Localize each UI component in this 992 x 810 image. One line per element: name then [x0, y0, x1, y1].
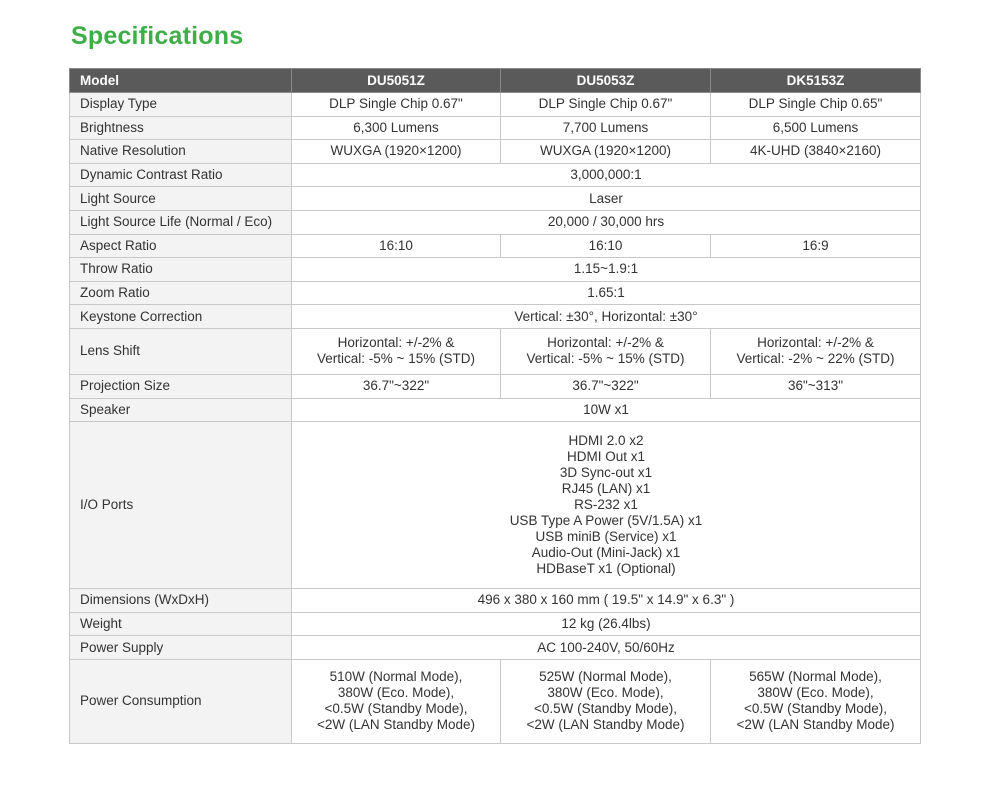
table-cell: DLP Single Chip 0.65": [711, 93, 921, 117]
table-row: [70, 234, 921, 258]
table-cell: Laser: [292, 187, 921, 211]
table-row: [70, 93, 921, 117]
cell-line: HDBaseT x1 (Optional): [536, 561, 676, 577]
cell-line: Audio-Out (Mini-Jack) x1: [531, 545, 681, 561]
table-cell: AC 100-240V, 50/60Hz: [292, 636, 921, 660]
table-cell: DLP Single Chip 0.67": [501, 93, 711, 117]
table-cell: 16:9: [711, 234, 921, 258]
table-cell: 16:10: [501, 234, 711, 258]
page-title: Specifications: [71, 22, 244, 50]
cell-line: 380W (Eco. Mode),: [547, 685, 664, 701]
table-body: [70, 93, 921, 744]
cell-line: RS-232 x1: [574, 497, 638, 513]
row-label: I/O Ports: [70, 422, 292, 589]
cell-line: <0.5W (Standby Mode),: [534, 701, 677, 717]
table-cell: 16:10: [292, 234, 501, 258]
table-cell: 36"~313": [711, 374, 921, 398]
row-label: Speaker: [70, 398, 292, 422]
row-label: Power Supply: [70, 636, 292, 660]
table-cell: 3,000,000:1: [292, 163, 921, 187]
table-row: [70, 163, 921, 187]
table-row: [70, 374, 921, 398]
row-label: Brightness: [70, 116, 292, 140]
cell-line: Vertical: -5% ~ 15% (STD): [317, 351, 475, 367]
table-row: [70, 328, 921, 374]
cell-line: 3D Sync-out x1: [559, 465, 653, 481]
table-cell: [292, 328, 501, 374]
table-cell: 12 kg (26.4lbs): [292, 612, 921, 636]
cell-line: 380W (Eco. Mode),: [757, 685, 874, 701]
table-cell: [711, 659, 921, 743]
table-row: [70, 305, 921, 329]
cell-line: <0.5W (Standby Mode),: [744, 701, 887, 717]
table-cell: [501, 328, 711, 374]
cell-line: RJ45 (LAN) x1: [561, 481, 651, 497]
cell-line: USB Type A Power (5V/1.5A) x1: [509, 513, 703, 529]
table-row: [70, 659, 921, 743]
table-row: [70, 116, 921, 140]
cell-line: HDMI 2.0 x2: [568, 433, 644, 449]
table-cell: WUXGA (1920×1200): [292, 140, 501, 164]
row-label: Lens Shift: [70, 328, 292, 374]
cell-line: 380W (Eco. Mode),: [337, 685, 455, 701]
row-label: Light Source: [70, 187, 292, 211]
cell-line: Horizontal: +/-2% &: [757, 335, 874, 351]
header-model: Model: [70, 69, 292, 93]
cell-line: 510W (Normal Mode),: [329, 669, 463, 685]
row-label: Projection Size: [70, 374, 292, 398]
cell-line: <2W (LAN Standby Mode): [526, 717, 685, 733]
header-dk5153z: DK5153Z: [711, 69, 921, 93]
row-label: Throw Ratio: [70, 258, 292, 282]
row-label: Dynamic Contrast Ratio: [70, 163, 292, 187]
row-label: Dimensions (WxDxH): [70, 589, 292, 613]
table-row: [70, 636, 921, 660]
table-cell: 7,700 Lumens: [501, 116, 711, 140]
cell-line: Vertical: -2% ~ 22% (STD): [736, 351, 895, 367]
table-cell: 1.15~1.9:1: [292, 258, 921, 282]
table-row: [70, 589, 921, 613]
table-row: [70, 140, 921, 164]
row-label: Native Resolution: [70, 140, 292, 164]
row-label: Keystone Correction: [70, 305, 292, 329]
row-label: Aspect Ratio: [70, 234, 292, 258]
table-cell: 496 x 380 x 160 mm ( 19.5" x 14.9" x 6.3" ): [292, 589, 921, 613]
cell-line: 525W (Normal Mode),: [539, 669, 672, 685]
table-cell: 6,300 Lumens: [292, 116, 501, 140]
table-row: [70, 612, 921, 636]
row-label: Light Source Life (Normal / Eco): [70, 210, 292, 234]
table-row: [70, 187, 921, 211]
table-cell: Vertical: ±30°, Horizontal: ±30°: [292, 305, 921, 329]
cell-line: Horizontal: +/-2% &: [547, 335, 664, 351]
table-cell: [292, 422, 921, 589]
cell-line: Vertical: -5% ~ 15% (STD): [526, 351, 685, 367]
cell-line: HDMI Out x1: [566, 449, 645, 465]
cell-line: 565W (Normal Mode),: [749, 669, 882, 685]
header-du5053z: DU5053Z: [501, 69, 711, 93]
row-label: Weight: [70, 612, 292, 636]
table-cell: 4K-UHD (3840×2160): [711, 140, 921, 164]
table-cell: 6,500 Lumens: [711, 116, 921, 140]
cell-line: USB miniB (Service) x1: [535, 529, 677, 545]
cell-line: <2W (LAN Standby Mode): [317, 717, 475, 733]
table-cell: DLP Single Chip 0.67": [292, 93, 501, 117]
table-row: [70, 398, 921, 422]
cell-line: <0.5W (Standby Mode),: [324, 701, 468, 717]
table-row: [70, 210, 921, 234]
table-cell: 10W x1: [292, 398, 921, 422]
row-label: Display Type: [70, 93, 292, 117]
table-cell: [711, 328, 921, 374]
table-cell: [501, 659, 711, 743]
table-cell: 1.65:1: [292, 281, 921, 305]
table-header-row: [70, 69, 921, 93]
cell-line: <2W (LAN Standby Mode): [736, 717, 895, 733]
cell-line: Horizontal: +/-2% &: [337, 335, 455, 351]
table-cell: [292, 659, 501, 743]
header-du5051z: DU5051Z: [292, 69, 501, 93]
table-cell: 20,000 / 30,000 hrs: [292, 210, 921, 234]
row-label: Zoom Ratio: [70, 281, 292, 305]
table-cell: 36.7"~322": [501, 374, 711, 398]
table-row: [70, 422, 921, 589]
row-label: Power Consumption: [70, 659, 292, 743]
table-row: [70, 281, 921, 305]
specifications-table: [69, 68, 921, 744]
table-row: [70, 258, 921, 282]
table-cell: 36.7"~322": [292, 374, 501, 398]
table-cell: WUXGA (1920×1200): [501, 140, 711, 164]
